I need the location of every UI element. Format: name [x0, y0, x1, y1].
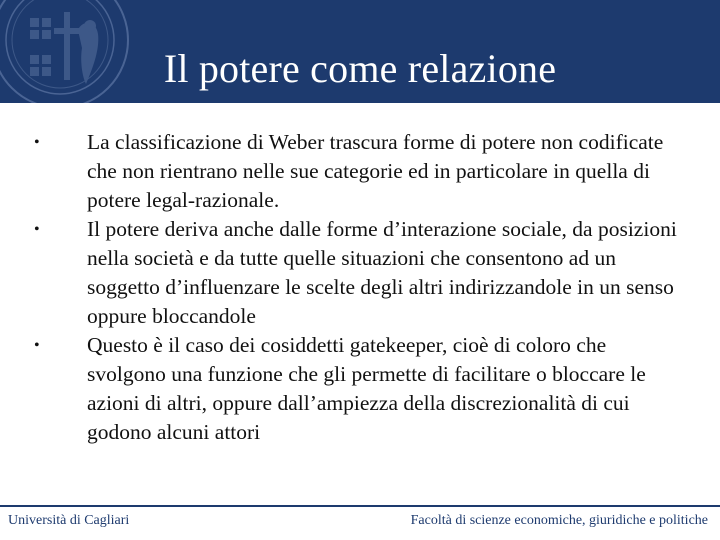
bullet-item — [0, 215, 687, 331]
bullet-text: Questo è il caso dei cosiddetti gatekeeper, cioè di coloro che svolgono una funzione che gli permette di facilitare o bloccare le azioni di altri, oppure dall’ampiezza della discrezionalità di cui godono alcuni attori — [87, 333, 646, 444]
footer-university: Università di Cagliari — [8, 513, 130, 528]
bullet-list — [0, 128, 720, 447]
slide-header — [0, 0, 720, 103]
bullet-marker: • — [34, 221, 40, 238]
bullet-text: Il potere deriva anche dalle forme d’interazione sociale, da posizioni nella società e da tutte quelle situazioni che consentono ad un soggetto d’influenzare le scelte degli altri indirizzandole in un senso oppure bloccandole — [87, 217, 677, 328]
bullet-item — [0, 128, 687, 215]
bullet-marker: • — [34, 337, 40, 354]
bullet-item — [0, 331, 687, 447]
footer-faculty: Facoltà di scienze economiche, giuridiche e politiche — [410, 513, 708, 528]
slide-title: Il potere come relazione — [163, 46, 557, 91]
bullet-marker: • — [34, 134, 40, 151]
bullet-text: La classificazione di Weber trascura forme di potere non codificate che non rientrano nelle sue categorie ed in particolare in quella di potere legal-razionale. — [87, 130, 664, 212]
footer-divider — [0, 505, 720, 507]
